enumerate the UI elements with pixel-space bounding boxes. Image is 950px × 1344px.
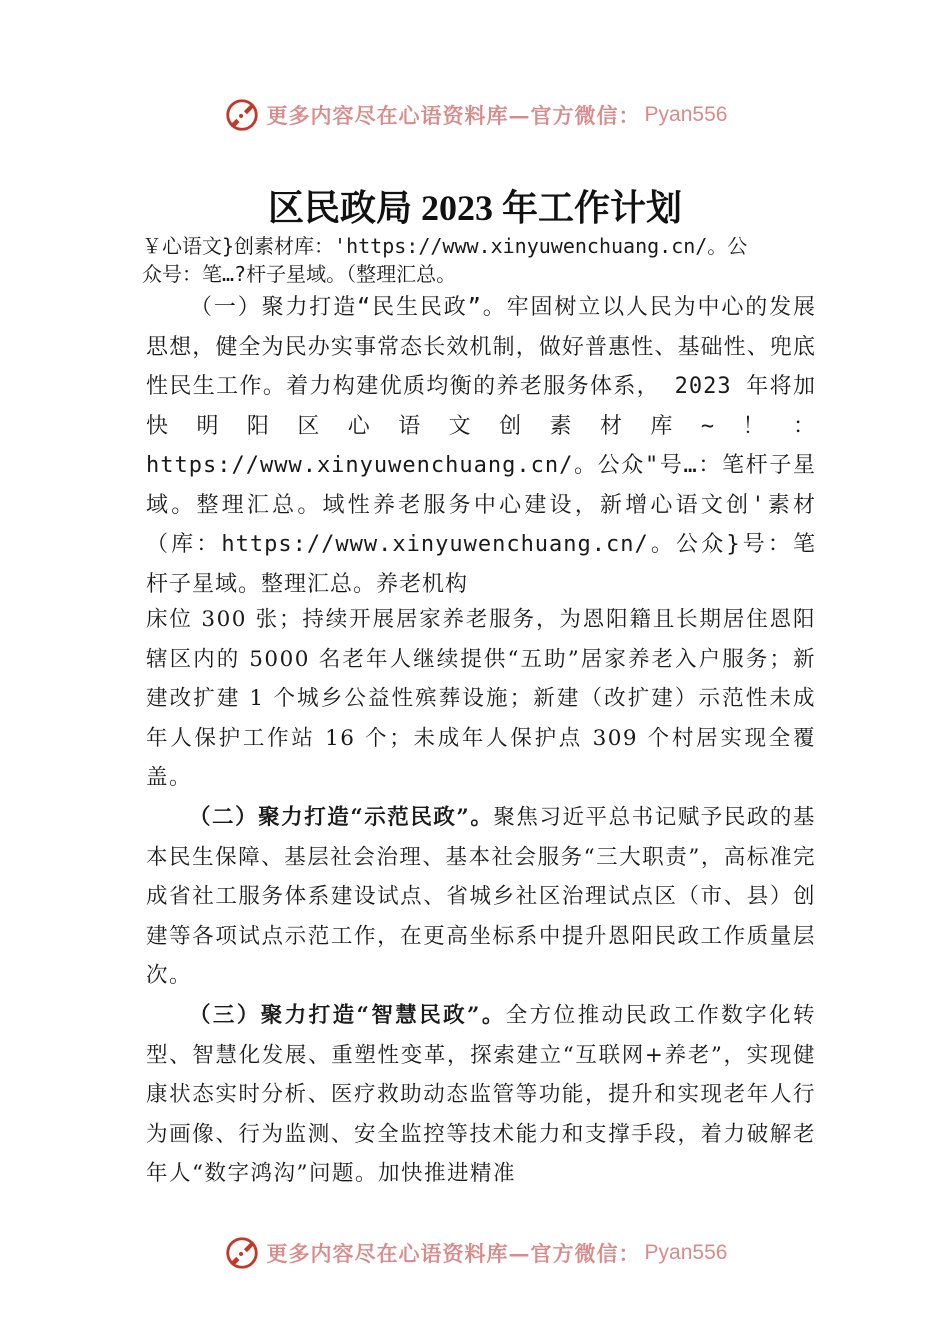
section-2-body: 聚焦习近平总书记赋予民政的基本民生保障、基层社会治理、基本社会服务“三大职责”，高标准完成省社工服务体系建设试点、省城乡社区治理试点区（市、县）创建等各项试点示范工作，在更高坐标系中提升恩阳民政工作质量层次。 (146, 804, 816, 989)
section-3-lead: （三）聚力打造“智慧民政”。 (189, 1002, 506, 1028)
banner-text: 更多内容尽在心语资料库—官方微信： (266, 103, 641, 128)
banner-wechat-id: Pyan556 (644, 1241, 728, 1264)
source-note-line: 众号：笔…?杆子星域。（整理汇总。 (142, 262, 457, 286)
banner-wechat-id: Pyan556 (644, 103, 728, 126)
pen-nib-logo-icon (223, 96, 261, 134)
body-text (146, 600, 816, 1194)
source-note-line: ￥心语文}创素材库：'https://www.xinyuwenchuang.cn/。公 (142, 234, 748, 258)
section-1-continuation: 床位 300 张；持续开展居家养老服务，为恩阳籍且长期居住恩阳辖区内的 5000 名老年人继续提供“五助”居家养老入户服务；新建改扩建 1 个城乡公益性殡葬设施；新建（改扩建）示范性未成年人保护工作站 16 个；未成年人保护点 309 个村居实现全覆盖。 (146, 607, 816, 791)
document-title: 区民政局 2023 年工作计划 (267, 188, 682, 228)
pen-nib-logo-icon (223, 1234, 261, 1272)
header-banner (0, 90, 950, 140)
section-1-lead: （一）聚力打造“民生民政”。 (190, 295, 507, 320)
source-note (142, 232, 832, 288)
section-1-body: 牢固树立以人民为中心的发展思想，健全为民办实事常态长效机制，做好普惠性、基础性、兜底性民生工作。着力构建优质均衡的养老服务体系， 2023 年将加快明阳区心语文创素材库~！：https://www.xinyuwenchuang.cn/。公众"号…：笔杆子星域。整理汇总。域性养老服务中心建设，新增心语文创'素材（库：https://www.xinyuwenchuang.cn/。公众}号：笔杆子星域。整理汇总。养老机构 (146, 295, 816, 597)
footer-banner (0, 1228, 950, 1278)
section-2-lead: （二）聚力打造“示范民政”。 (189, 804, 494, 830)
banner-text: 更多内容尽在心语资料库—官方微信： (266, 1241, 641, 1266)
section-3-paragraph (146, 996, 816, 1194)
section-2-paragraph (146, 798, 816, 996)
section-3-body: 全方位推动民政工作数字化转型、智慧化发展、重塑性变革，探索建立“互联网+养老”，实现健康状态实时分析、医疗救助动态监管等功能，提升和实现老年人行为画像、行为监测、安全监控等技术能力和支撑手段，着力破解老年人“数字鸿沟”问题。加快推进精准 (146, 1002, 816, 1187)
section-1-paragraph (146, 288, 816, 604)
